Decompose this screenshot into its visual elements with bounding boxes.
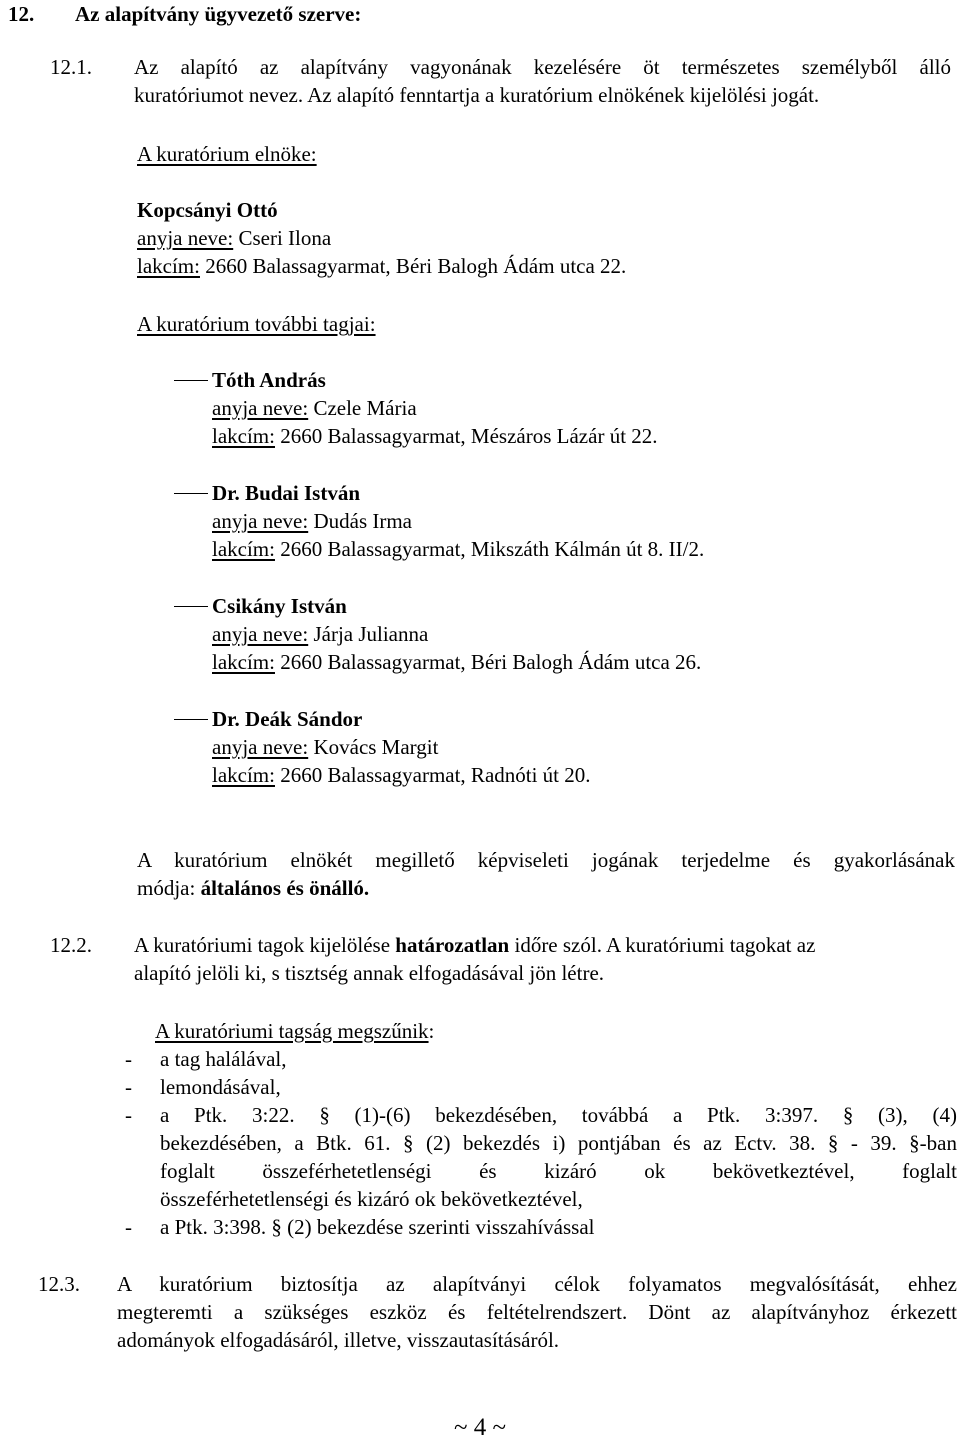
mother-name: Cseri Ilona [238,226,332,250]
address-label: lakcím: [137,254,200,278]
member-address-line [212,648,701,676]
bullet: - [125,1215,132,1239]
paragraph-12-3-line3: adományok elfogadásáról, illetve, visszautasításáról. [117,1328,560,1352]
representation-line1: A kuratórium elnökét megillető képviseleti jogának terjedelme és gyakorlásának [137,848,955,872]
mother-label: anyja neve: [212,735,309,759]
paragraph-number-12-1: 12.1. [50,55,92,79]
mother-label: anyja neve: [212,509,309,533]
list-dash [174,493,208,494]
termination-heading [155,1017,434,1045]
member-name: Csikány István [212,594,347,618]
chair-address-line [137,252,626,280]
paragraph-12-2-bold: határozatlan [395,933,510,957]
termination-item: lemondásával, [160,1075,281,1099]
address-value: 2660 Balassagyarmat, Béri Balogh Ádám utca 26. [280,650,702,674]
termination-item: a Ptk. 3:398. § (2) bekezdése szerinti visszahívással [160,1215,595,1239]
member-mother-line [212,507,412,535]
chair-heading: A kuratórium elnöke: [137,142,317,166]
paragraph-12-3-line2: megteremti a szükséges eszköz és feltételrendszert. Dönt az alapítványhoz érkezett [117,1300,957,1324]
members-heading: A kuratórium további tagjai: [137,312,376,336]
representation-bold: általános és önálló. [200,876,370,900]
mother-label: anyja neve: [212,396,309,420]
member-address-line [212,422,658,450]
termination-item: a Ptk. 3:22. § (1)-(6) bekezdésében, továbbá a Ptk. 3:397. § (3), (4) [160,1103,957,1127]
paragraph-12-1-line2: kuratóriumot nevez. Az alapító fenntartja a kuratórium elnökének kijelölési jogát. [134,83,820,107]
mother-name: Kovács Margit [313,735,439,759]
page-number: ~ 4 ~ [453,1414,507,1441]
address-label: lakcím: [212,537,275,561]
mother-name: Czele Mária [313,396,417,420]
paragraph-12-2-text-b: időre szól. A kuratóriumi tagokat az [509,933,816,957]
paragraph-12-1-line1: Az alapító az alapítvány vagyonának kezelésére öt természetes személyből álló [134,55,951,79]
address-value: 2660 Balassagyarmat, Mészáros Lázár út 22. [280,424,658,448]
member-mother-line [212,620,428,648]
mother-name: Dudás Irma [313,509,413,533]
termination-item-continued: összeférhetetlenségi és kizáró ok bekövetkeztével, [160,1187,583,1211]
paragraph-12-2-line2: alapító jelöli ki, s tisztség annak elfogadásával jön létre. [134,961,605,985]
address-label: lakcím: [212,650,275,674]
termination-item: a tag halálával, [160,1047,287,1071]
paragraph-12-2-line1 [134,931,815,959]
paragraph-number-12-2: 12.2. [50,933,92,957]
chair-name: Kopcsányi Ottó [137,198,278,222]
address-label: lakcím: [212,424,275,448]
member-address-line [212,535,704,563]
representation-line2 [137,874,369,902]
representation-prefix: módja: [137,876,201,900]
member-name: Dr. Budai István [212,481,361,505]
address-value: 2660 Balassagyarmat, Radnóti út 20. [280,763,591,787]
list-dash [174,606,208,607]
paragraph-12-2-text-a: A kuratóriumi tagok kijelölése [134,933,396,957]
termination-colon: : [428,1019,435,1043]
bullet: - [125,1075,132,1099]
member-mother-line [212,733,438,761]
termination-item-continued: foglalt összeférhetetlenségi és kizáró ok bekövetkeztével, foglalt [160,1159,957,1183]
mother-label: anyja neve: [212,622,309,646]
member-address-line [212,761,591,789]
bullet: - [125,1047,132,1071]
paragraph-number-12-3: 12.3. [38,1272,80,1296]
member-name: Dr. Deák Sándor [212,707,363,731]
list-dash [174,719,208,720]
member-mother-line [212,394,417,422]
termination-heading-text: A kuratóriumi tagság megszűnik [155,1019,429,1043]
address-value: 2660 Balassagyarmat, Mikszáth Kálmán út 8. II/2. [280,537,705,561]
section-title: Az alapítvány ügyvezető szerve: [75,2,362,26]
chair-mother-line [137,224,331,252]
address-label: lakcím: [212,763,275,787]
bullet: - [125,1103,132,1127]
member-name: Tóth András [212,368,326,392]
mother-label: anyja neve: [137,226,234,250]
list-dash [174,380,208,381]
mother-name: Járja Julianna [313,622,429,646]
termination-item-continued: bekezdésében, a Btk. 61. § (2) bekezdés i) pontjában és az Ectv. 38. § - 39. §-ban [160,1131,957,1155]
paragraph-12-3-line1: A kuratórium biztosítja az alapítványi célok folyamatos megvalósítását, ehhez [117,1272,957,1296]
section-number: 12. [8,2,35,26]
address-value: 2660 Balassagyarmat, Béri Balogh Ádám utca 22. [205,254,627,278]
